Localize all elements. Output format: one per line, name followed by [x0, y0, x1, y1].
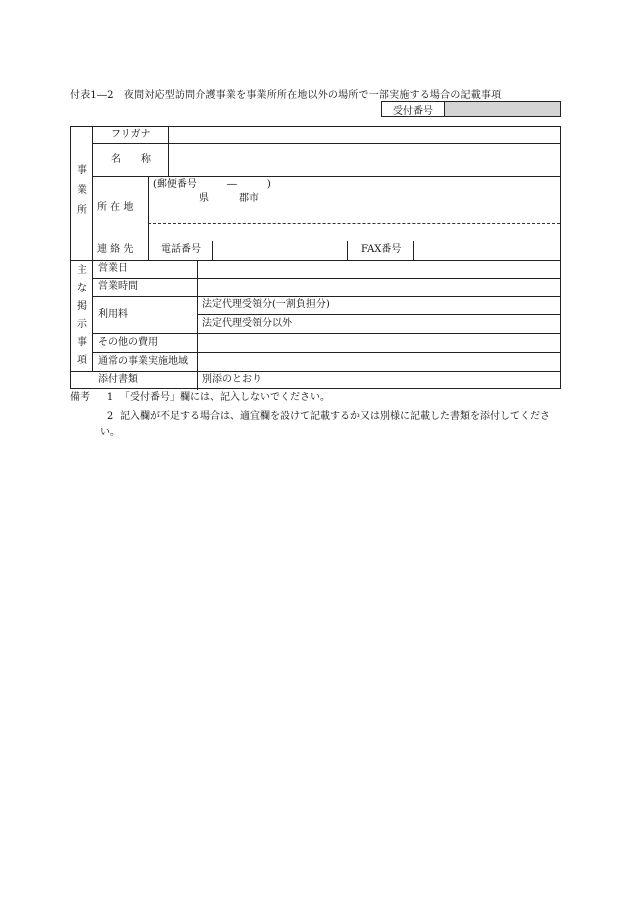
postal-code-line: (郵便番号 ― )	[153, 179, 271, 190]
rule	[92, 143, 560, 144]
rule	[92, 333, 560, 334]
phone-label: 電話番号	[161, 244, 201, 255]
rule	[197, 314, 560, 315]
rule	[92, 352, 560, 353]
main-items-section-label	[75, 265, 89, 367]
application-form-table	[70, 126, 561, 389]
document-title: 付表1―2 夜間対応型訪問介護事業を事業所所在地以外の場所で一部実施する場合の記載事項	[70, 90, 502, 101]
attachments-label: 添付書類	[98, 374, 138, 385]
contact-label: 連 絡 先	[97, 244, 134, 255]
section-char: 所	[77, 205, 87, 216]
fee-statutory-label: 法定代理受領分(一割負担分)	[202, 299, 330, 310]
rule	[71, 371, 560, 372]
section-char: 掲	[77, 301, 87, 312]
note-item	[70, 390, 570, 406]
other-costs-label: その他の費用	[98, 337, 158, 348]
section-char: 業	[77, 185, 87, 196]
section-char: 事	[77, 337, 87, 348]
service-area-label: 通常の事業実施地域	[98, 356, 188, 367]
section-char: 項	[77, 355, 87, 366]
attachments-value: 別添のとおり	[202, 374, 262, 385]
rule	[92, 127, 93, 371]
furigana-label: フリガナ	[111, 129, 151, 140]
notes-section	[70, 390, 570, 441]
rule	[92, 176, 560, 177]
note-continuation: い。	[100, 427, 120, 438]
prefecture-line: 県 郡市	[199, 193, 259, 204]
note-text: 記入欄が不足する場合は、適宜欄を設けて記載するか又は別様に記載した書類を添付してくださ	[120, 411, 550, 422]
fee-non-statutory-label: 法定代理受領分以外	[202, 318, 292, 329]
name-label: 名 称	[111, 154, 151, 165]
rule	[168, 127, 169, 176]
business-days-label: 営業日	[98, 263, 128, 274]
rule	[71, 260, 560, 261]
rule	[148, 241, 149, 260]
rule	[413, 241, 414, 260]
section-char: な	[77, 283, 87, 294]
rule	[347, 241, 348, 260]
receipt-number-label: 受付番号	[382, 102, 445, 116]
note-text: 「受付番号」欄には、記入しないでください。	[120, 392, 330, 403]
note-number: 1	[106, 392, 114, 403]
office-section-label	[75, 165, 89, 217]
note-continuation-row	[70, 425, 570, 441]
rule	[92, 278, 560, 279]
notes-heading: 備考	[70, 392, 90, 403]
receipt-number-field[interactable]	[445, 102, 560, 116]
address-dashed-rule	[148, 223, 560, 224]
rule	[197, 260, 198, 390]
section-char: 主	[77, 265, 87, 276]
fax-label: FAX番号	[361, 244, 402, 255]
address-label: 所 在 地	[97, 202, 134, 213]
business-hours-label: 営業時間	[98, 281, 138, 292]
receipt-number-box	[381, 101, 561, 117]
section-char: 示	[77, 319, 87, 330]
rule	[92, 296, 560, 297]
section-char: 事	[77, 165, 87, 176]
note-item	[70, 409, 570, 425]
fee-label: 利用料	[98, 309, 128, 320]
note-number: 2	[106, 411, 114, 422]
rule	[212, 241, 213, 260]
